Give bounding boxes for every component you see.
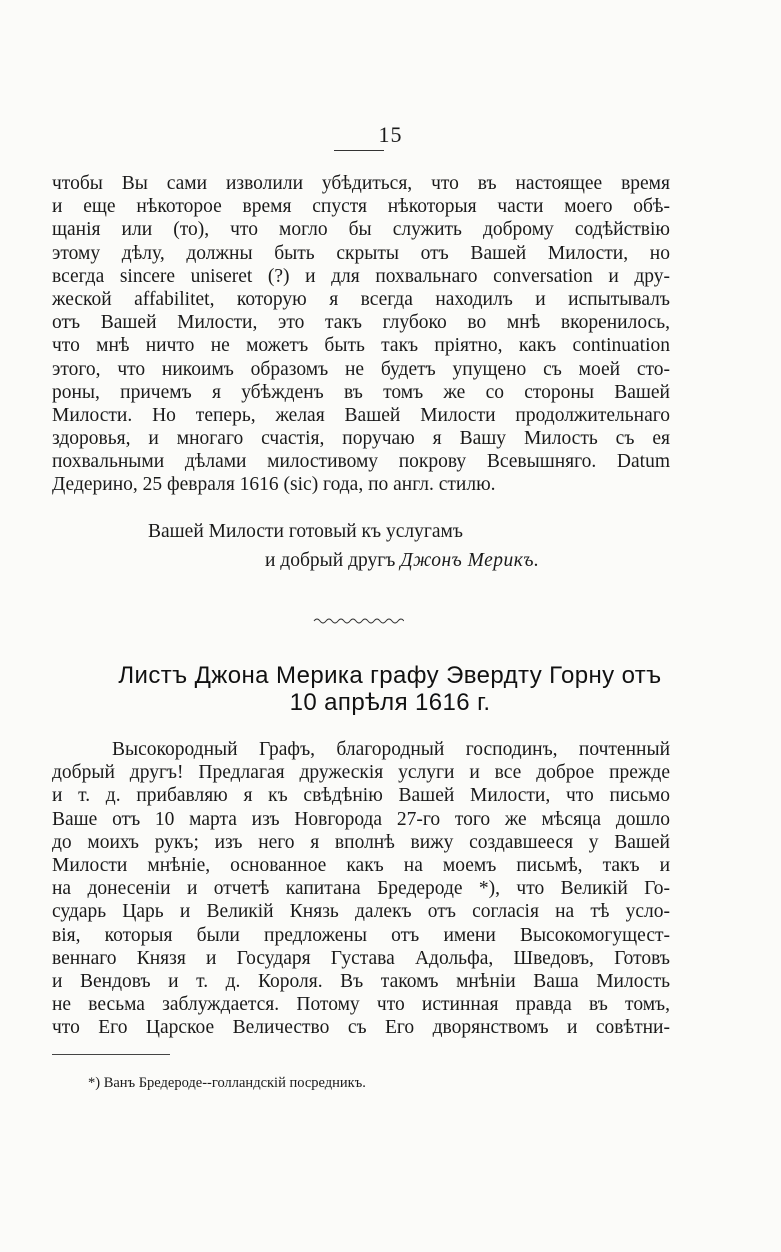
text-line: сударь Царь и Великій Князь далекъ отъ согласія на тѣ усло-	[52, 901, 670, 923]
heading-line-1: Листъ Джона Мерика графу Эвердту Горну отъ	[118, 662, 662, 689]
text-line: и т. д. прибавляю я къ свѣдѣнію Вашей Милости, что письмо	[52, 785, 670, 807]
footnote-rule	[52, 1054, 170, 1055]
letter-heading	[40, 662, 740, 716]
text-line: этого, что никоимъ образомъ не будетъ упущено съ моей сто-	[52, 358, 670, 380]
text-line: Высокородный Графъ, благородный господинъ, почтенный	[112, 739, 670, 760]
text-line: что мнѣ ничто не можетъ быть такъ пріятно, какъ continuation	[52, 335, 670, 357]
text-line: Ваше отъ 10 марта изъ Новгорода 27-го того же мѣсяца дошло	[52, 808, 670, 830]
text-line: на донесеніи и отчетѣ капитана Бредероде *), что Великій Го-	[52, 878, 670, 900]
text-line: здоровья, и многаго счастія, поручаю я Вашу Милость съ ея	[52, 428, 670, 450]
text-line: не весьма заблуждается. Потому что истинная правда въ томъ,	[52, 994, 670, 1016]
text-line: вія, которыя были предложены отъ имени Высокомогущест-	[52, 924, 670, 946]
heading-line-2: 10 апрѣля 1616 г.	[289, 689, 491, 716]
text-line: и еще нѣкоторое время спустя нѣкоторыя части моего обѣ-	[52, 196, 670, 218]
text-line: похвальными дѣлами милостивому покрову Всевышняго. Datum	[52, 451, 670, 473]
closing-prefix: и добрый другъ	[265, 550, 396, 571]
ornamental-divider	[312, 616, 404, 626]
text-line: добрый другъ! Предлагая дружескія услуги и все доброе прежде	[52, 762, 670, 784]
text-line: щанія или (то), что могло бы служить доброму содѣйствію	[52, 219, 670, 241]
text-line: веннаго Князя и Государя Густава Адольфа, Шведовъ, Готовъ	[52, 947, 670, 969]
text-line: роны, причемъ я убѣжденъ въ томъ же со стороны Вашей	[52, 381, 670, 403]
text-line: Дедерино, 25 февраля 1616 (sic) года, по англ. стилю.	[52, 474, 496, 496]
signature: Джонъ Мерикъ.	[400, 550, 540, 571]
page-number-rule	[334, 150, 384, 151]
text-line: всегда sincere uniseret (?) и для похвальнаго conversation и дру-	[52, 265, 670, 287]
closing-line-1: Вашей Милости готовый къ услугамъ	[148, 521, 463, 542]
letter-body-continuation	[52, 172, 670, 497]
text-line: до моихъ рукъ; изъ него я вполнѣ вижу создавшееся у Вашей	[52, 831, 670, 853]
text-line: Милости мнѣніе, основанное какъ на моемъ письмѣ, такъ и	[52, 854, 670, 876]
page-number: 15	[378, 122, 403, 147]
text-line: отъ Вашей Милости, это такъ глубоко во мнѣ вкоренилось,	[52, 312, 670, 334]
text-line: что Его Царское Величество съ Его дворянствомъ и совѣтни-	[52, 1017, 670, 1039]
text-line: Милости. Но теперь, желая Вашей Милости продолжительнаго	[52, 404, 670, 426]
closing-line-2	[265, 549, 539, 573]
footnote: *) Ванъ Бредероде--голландскій посредникъ.	[88, 1075, 366, 1091]
text-line: этому дѣлу, должны быть скрыты отъ Вашей Милости, но	[52, 242, 670, 264]
text-line: и Вендовъ и т. д. Короля. Въ такомъ мнѣніи Ваша Милость	[52, 970, 670, 992]
text-line: чтобы Вы сами изволили убѣдиться, что въ настоящее время	[52, 173, 670, 194]
letter-2-body	[52, 738, 670, 1039]
text-line: жеской affabilitet, которую я всегда находилъ и испытывалъ	[52, 288, 670, 310]
